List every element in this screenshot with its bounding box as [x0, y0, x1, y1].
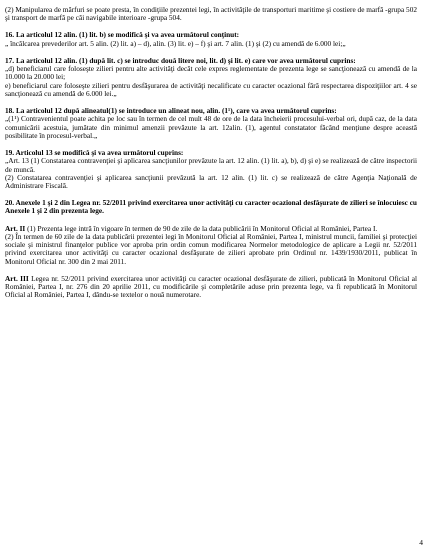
section-19 — [5, 149, 417, 190]
section-text: „d) beneficiarul care foloseşte zilieri pentru alte activităţi decât cele expres reglementate de prezenta lege se sancţionează cu amendă de la 10.000 la 20.000 lei; — [5, 64, 417, 82]
section-17 — [5, 57, 417, 98]
article-text: Legea nr. 52/2011 privind exercitarea unor activităţi cu caracter ocazional desfăşurate de zilieri, publicată în Monitorul Oficial al României, Partea I, nr. 276 din 20 aprilie 2011, cu modificările şi completările aduse prin prezenta lege, va fi republicată în Monitorul Oficial al României, Partea I, dându-se textelor o nouă numerotare. — [5, 273, 418, 300]
page-number: 4 — [419, 537, 423, 547]
section-text: e) beneficiarul care foloseşte zilieri pentru desfăşurarea de activităţi necalificate cu caracter ocazional fără respectarea dispoziţiilor art. 4 se sancţionează cu amendă de 6.000 lei.„ — [5, 80, 417, 98]
article-label: Art. II — [5, 223, 26, 233]
article-ii — [5, 225, 417, 266]
section-18 — [5, 107, 417, 140]
article-paragraph: (2) În termen de 60 zile de la data publicării prezentei legi în Monitorul Oficial al României, Partea I, ministrul muncii, familiei şi protecţiei sociale şi ministrul finanţelor publice vor aproba prin ordin comun modificarea Normelor metodologice de aplicare a Legii nr. 52/2011 privind exercitarea unor activităţi cu caracter ocazional desfăşurate de zilieri aprobate prin Ordinul nr. 1439/1930/2011, publicat în Monitorul Oficial nr. 300 din 2 mai 2011. — [5, 231, 417, 266]
section-heading: 17. La articolul 12 alin. (1) după lit. c) se introduc două litere noi, lit. d) şi lit. e) care vor avea următorul cuprins: — [5, 55, 356, 65]
article-iii — [5, 275, 417, 300]
section-text: „(1¹) Contravenientul poate achita pe loc sau în termen de cel mult 48 de ore de la data încheierii procesului-verbal ori, după caz, de la data comunicării acestuia, jumătate din minimul amenzii prevăzute la art. 12alin. (1), agentul constatator făcând menţiune despre această posibilitate în procesul-verbal.„ — [5, 114, 417, 140]
section-20 — [5, 199, 417, 215]
section-text: „Art. 13 (1) Constatarea contravenţiei şi aplicarea sancţiunilor prevăzute la art. 12 alin. (1) lit. a), b), d) şi e) se realizează de către inspectorii de muncă. — [5, 156, 417, 174]
article-text: (1) Prezenta lege intră în vigoare în termen de 90 de zile de la data publicării în Monitorul Oficial al României, Partea I. — [25, 223, 378, 233]
section-text: „ încălcarea prevederilor art. 5 alin. (2) lit. a) – d), alin. (3) lit. e) – f) şi art. 7 alin. (1) şi (2) cu amendă de 6.000 lei;„ — [5, 38, 346, 48]
section-heading: 18. La articolul 12 după alineatul(1) se introduce un alineat nou, alin. (1¹), care va avea următorul cuprins: — [5, 106, 337, 116]
article-label: Art. III — [5, 273, 29, 283]
section-text: (2) Constatarea contravenţiei şi aplicarea sancţiunii prevăzută la art. 12 alin. (1) lit. c) se realizează de către Agenţia Naţională de Administrare Fiscală. — [5, 172, 417, 190]
paragraph-manipulare — [5, 6, 417, 22]
section-heading: 19. Articolul 13 se modifică şi va avea următorul cuprins: — [5, 148, 184, 158]
section-heading: 16. La articolul 12 alin. (1) lit. b) se modifică şi va avea următorul conţinut: — [5, 30, 240, 40]
article-paragraph — [5, 275, 417, 300]
paragraph-text: (2) Manipularea de mărfuri se poate presta, în condiţiile prezentei legi, în activităţile de transporturi maritime şi costiere de marfă -grupa 502 şi transport de marfă pe căi navigabile interioare -grupa 504. — [5, 5, 417, 23]
section-16 — [5, 31, 417, 47]
section-heading: 20. Anexele 1 şi 2 din Legea nr. 52/2011 privind exercitarea unor activităţi cu caracter ocazional desfăşurate de zilieri se înlocuiesc cu Anexele 1 şi 2 din prezenta lege. — [5, 198, 417, 216]
